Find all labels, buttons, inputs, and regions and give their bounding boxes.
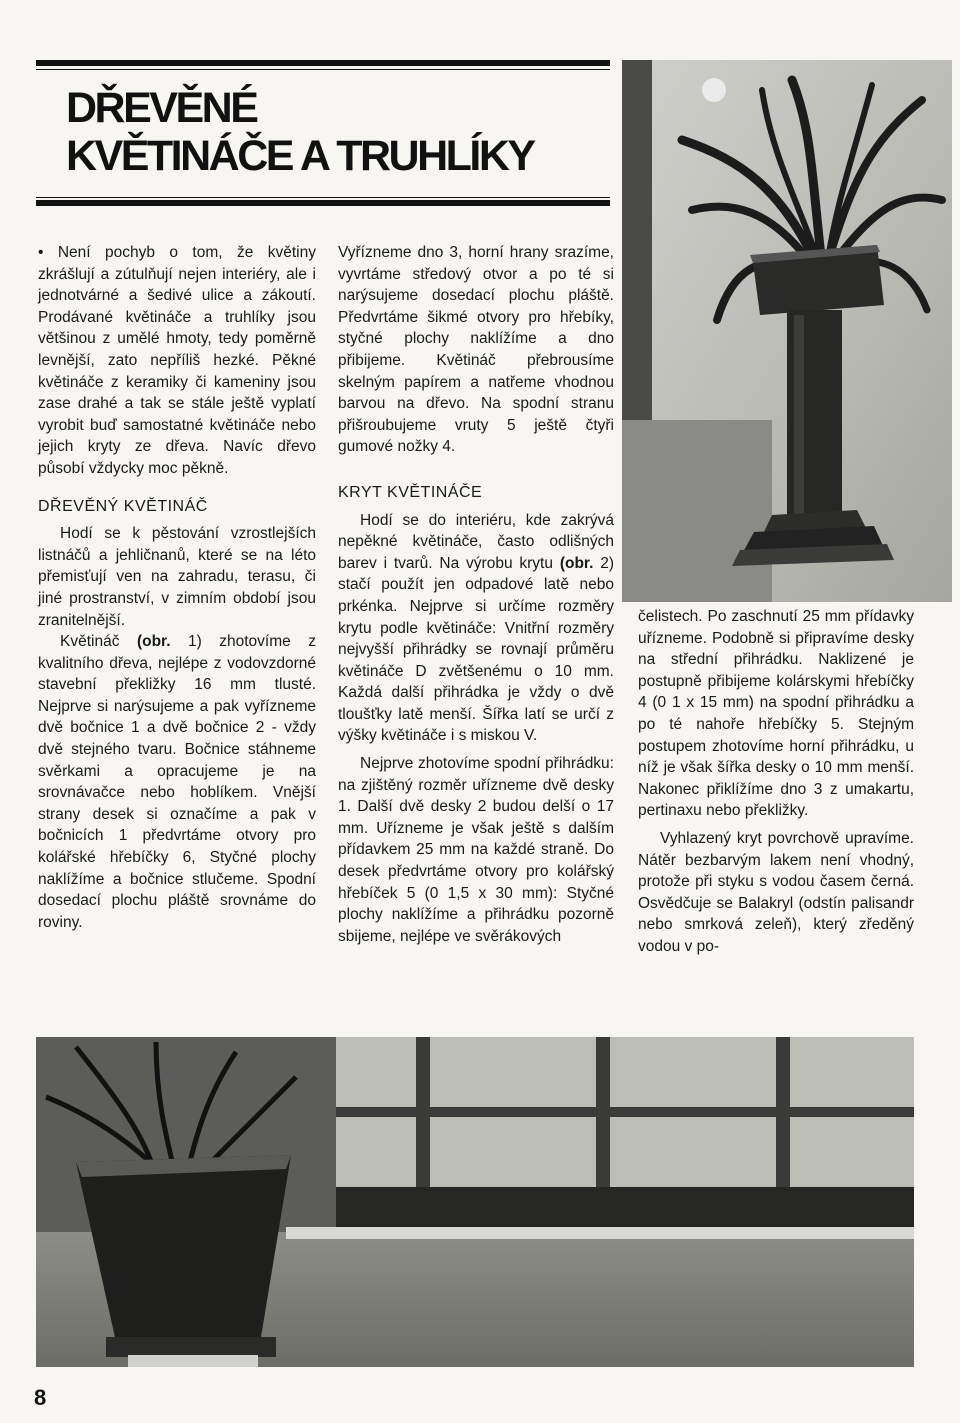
- col1-p2-text-c: 1) zhotovíme z kvalitního dřeva, nejlépe z vodovzdorné stavební překližky 16 mm tlusté. Nejprve si narýsujeme a pak vyřízneme dvě bočnice 1 a dvě bočnice 2 - vždy dvě stejného tvaru. Bočnice stáhneme svěrkami a opracujeme je na srovnávačce nebo hoblíkem. Vnější strany desek si označíme a pak v bočnicích 1 předvrtáme otvory pro kolářské hřebíčky 6, Styčné plochy naklížíme a bočnice stlučeme. Spodní dosedací plochu pláště srovnáme do roviny.: [38, 633, 316, 931]
- col3-paragraph-1: čelistech. Po zaschnutí 25 mm přídavky uřízneme. Podobně si připravíme desky na střední přihrádku. Naklizené je postupně přibijeme kolárskymi hřebíčky 4 (0 1 x 15 mm) na spodní přihrádku a po té nahoře hřebíčky 5. Stejným postupem zhotovíme horní přihrádku, u níž je však šířka desky o 10 mm menší. Nakonec přiklížíme dno 3 z umakartu, pertinaxu nebo překližky.: [638, 608, 914, 820]
- col1-p2-text-a: Květináč: [60, 633, 137, 651]
- page-title: [66, 84, 606, 180]
- photo-plant-on-stand: [622, 60, 952, 602]
- photo-wooden-planter: [36, 1037, 914, 1367]
- col1-p2-figure-ref: (obr.: [136, 633, 171, 651]
- col3-paragraph-2: Vyhlazený kryt povrchově upravíme. Nátěr bezbarvým lakem není vhodný, protože při styku s vodou časem černá. Osvědčuje se Balakryl (odstín palisandr nebo smrková zeleň), který zředěný vodou v po-: [638, 829, 914, 955]
- col2-p2-text-a: Hodí se do interiéru, kde zakrývá nepěkné květináče, často odlišných barev i tvarů. Na výrobu krytu: [338, 511, 614, 572]
- col1-paragraph-2: [38, 631, 316, 933]
- column-1: [38, 242, 316, 933]
- title-line-2: KVĚTINÁČE A TRUHLÍKY: [66, 132, 534, 180]
- column-3: [638, 606, 914, 958]
- intro-paragraph: • Není pochyb o tom, že květiny zkrášlují a zútulňují nejen interiéry, ale i jednotvárné a šedivé ulice a zákoutí. Prodávané květináče a truhlíky jsou většinou z umělé hmoty, tedy poměrně levnější, zato nepříliš hezké. Pěkné květináče z keramiky či kameniny jsou zase drahé a tak se stále ještě vyplatí vyrobit buď samostatné květináče nebo jejich kryty ze dřeva. Navíc dřevo působí vždycky moc pěkně.: [38, 244, 316, 477]
- col2-paragraph-3: Nejprve zhotovíme spodní přihrádku: na zjištěný rozměr uřízneme dvě desky 1. Další dvě desky 2 budou delší o 17 mm. Uřízneme je však ještě s dalším přídavkem 25 mm na každé straně. Do desek předvrtáme otvory pro kolářský hřebíček 5 (0 1,5 x 30 mm): Styčné plochy naklížíme a přihrádku pozorně sbijeme, nejlépe ve svěrákových: [338, 755, 614, 945]
- col1-paragraph-1: Hodí se k pěstování vzrostlejších listnáčů a jehličnanů, které se na léto přemisťují ven na zahradu, terasu, či jiné prostranství, v zimním období jsou zranitelnější.: [38, 525, 316, 629]
- col2-p2-text-c: 2) stačí použít jen odpadové latě nebo prkénka. Nejprve si určíme rozměry krytu podle květináče: Vnitřní rozměry nejvyšší přihrádky se rovnají průměru květináče D zvětšenému o 10 mm. Každá další přihrádka je vždy o dvě tloušťky latě menší. Šířka latí se určí z výšky květináče i s miskou V.: [338, 554, 615, 745]
- page-number: 8: [34, 1385, 47, 1410]
- section-heading-kryt-kvetinace: KRYT KVĚTINÁČE: [338, 483, 483, 501]
- title-line-1: DŘEVĚNÉ: [66, 84, 257, 132]
- col2-paragraph-2: [338, 510, 614, 748]
- top-rule-thin: [36, 69, 610, 70]
- col2-paragraph-1: Vyřízneme dno 3, horní hrany srazíme, vyvrtáme středový otvor a po té si narýsujeme dosedací plochu pláště. Předvrtáme šikmé otvory pro hřebíky, styčné plochy naklížíme a dno přibijeme. Květináč přebrousíme skelným papírem a natřeme vhodnou barvou na dřevo. Na spodní stranu přišroubujeme vruty 5 ještě čtyři gumové nožky 4.: [338, 244, 614, 456]
- mid-rule-thick: [36, 200, 610, 206]
- top-rule-thick: [36, 60, 610, 66]
- section-heading-drevny-kvetinac: DŘEVĚNÝ KVĚTINÁČ: [38, 497, 208, 515]
- column-2: [338, 242, 614, 947]
- col2-p2-figure-ref: (obr.: [559, 554, 594, 572]
- mid-rule-thin: [36, 197, 610, 198]
